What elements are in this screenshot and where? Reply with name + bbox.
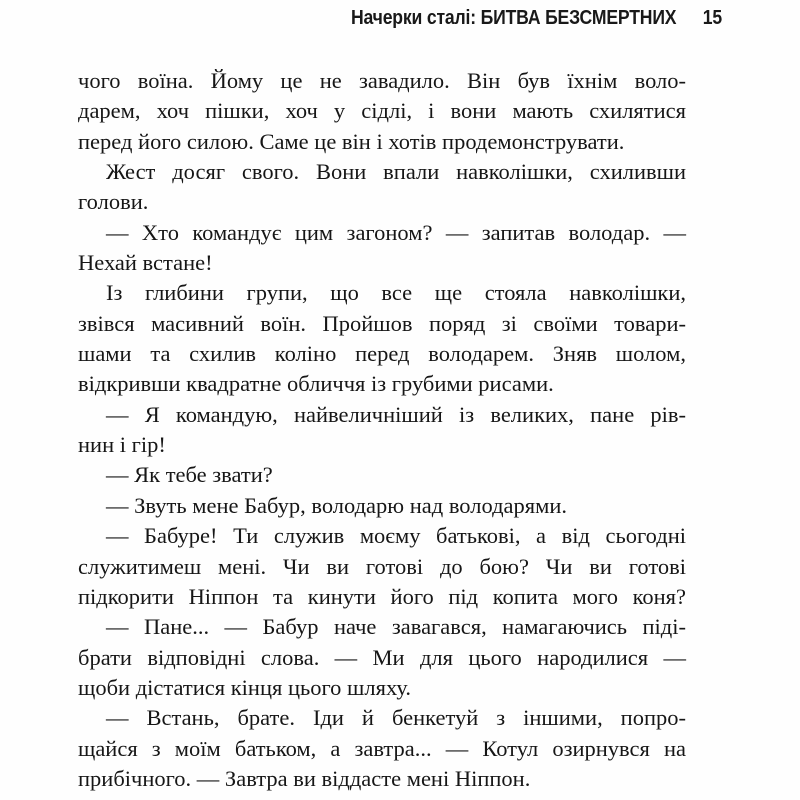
text-line: — Пане... — Бабур наче завагався, намагаючись піді- [106,614,686,640]
running-head [155,5,722,31]
text-line: звівся масивний воїн. Пройшов поряд зі своїми товари- [78,310,686,336]
text-line: підкорити Ніппон та кинути його під копита мого коня? [78,583,686,609]
text-line: — Встань, брате. Іди й бенкетуй з іншими, попро- [106,705,686,731]
text-line: чого воїна. Йому це не завадило. Він був їхнім воло- [78,68,686,93]
text-line: відкривши квадратне обличчя із грубими рисами. [78,371,554,397]
chapter-title: Начерки сталі: БИТВА БЕЗСМЕРТНИХ [350,7,677,29]
text-line: — Я командую, найвеличніший із великих, пане рів- [106,401,686,427]
text-line: — Звуть мене Бабур, володарю над володарями. [106,492,568,518]
text-line: Із глибини групи, що все ще стояла навколішки, [106,280,686,306]
text-line: Нехай встане! [78,250,213,276]
text-line: голови. [78,189,149,215]
text-line: брати відповідні слова. — Ми для цього народилися — [78,644,686,670]
text-line: шами та схилив коліно перед володарем. Зняв шолом, [78,341,686,367]
text-line: щайся з моїм батьком, а завтра... — Котул озирнувся на [78,735,686,761]
text-line: — Бабуре! Ти служив моєму батькові, а від сьогодні [106,523,686,549]
text-line: — Як тебе звати? [106,462,273,488]
text-line: щоби дістатися кінця цього шляху. [78,674,411,700]
text-line: дарем, хоч пішки, хоч у сідлі, і вони мають схилятися [78,98,686,124]
text-line: Жест досяг свого. Вони впали навколішки, схиливши [106,159,686,185]
text-line: служитимеш мені. Чи ви готові до бою? Чи ви готові [78,553,686,579]
page-text [78,66,686,794]
text-line: — Хто командує цим загоном? — запитав володар. — [106,219,686,245]
text-line: прибічного. — Завтра ви віддасте мені Ніппон. [78,765,531,791]
page-number: 15 [702,7,722,29]
text-line: перед його силою. Саме це він і хотів продемонструвати. [78,128,625,154]
text-line: нин і гір! [78,432,166,458]
